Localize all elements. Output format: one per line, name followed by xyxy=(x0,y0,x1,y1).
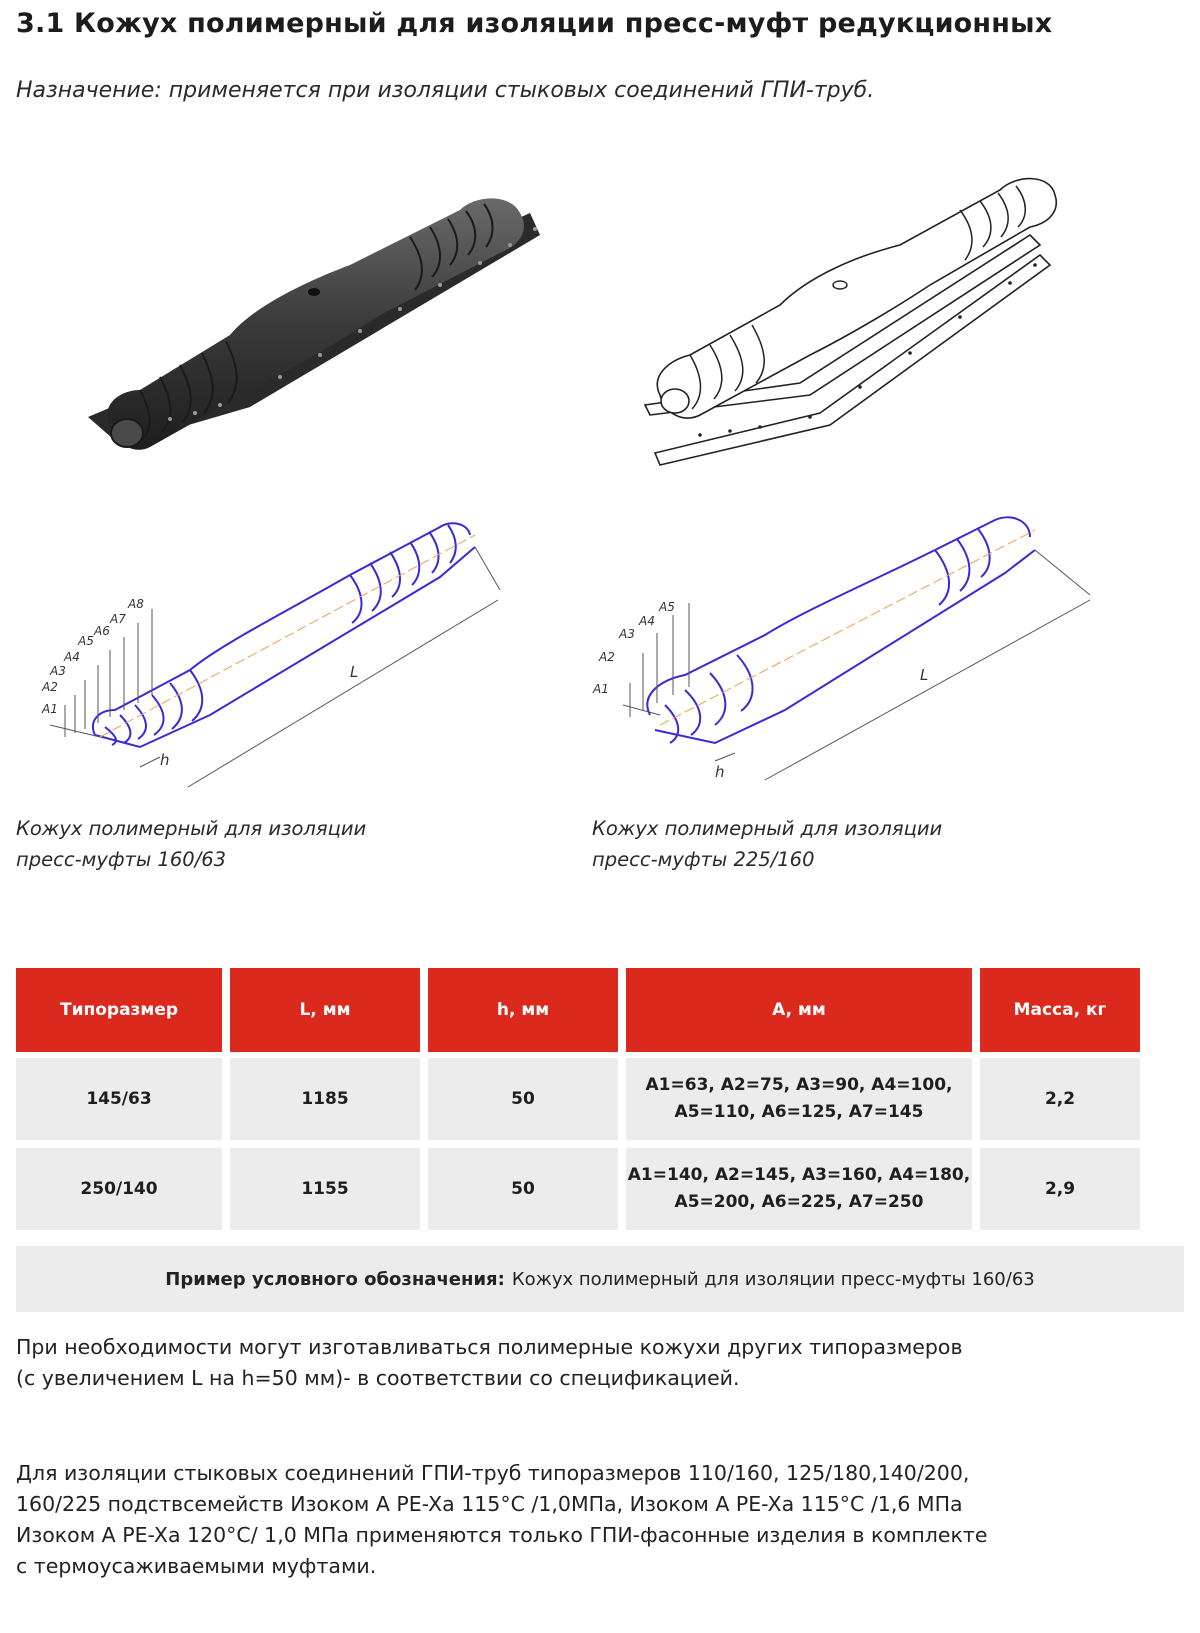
dim-label-A2: A2 xyxy=(599,650,615,664)
page-title: 3.1 Кожух полимерный для изоляции пресс-муфт редукционных xyxy=(16,8,1053,39)
cell-h: 50 xyxy=(428,1148,618,1230)
paragraph-line: Изоком А PE-Xa 120°C/ 1,0 МПа применяются только ГПИ-фасонные изделия в комплекте xyxy=(16,1523,988,1547)
dimension-drawing-225-160 xyxy=(585,505,1105,795)
cell-h: 50 xyxy=(428,1058,618,1140)
header-mass: Масса, кг xyxy=(980,968,1140,1052)
h-label: h xyxy=(160,751,170,769)
cell-a-line: A5=200, A6=225, A7=250 xyxy=(674,1192,924,1212)
cell-a xyxy=(626,1148,972,1230)
cell-a-line: A5=110, A6=125, A7=145 xyxy=(674,1102,924,1122)
designation-text: Кожух полимерный для изоляции пресс-муфты 160/63 xyxy=(511,1268,1035,1290)
header-a: A, мм xyxy=(626,968,972,1052)
header-h: h, мм xyxy=(428,968,618,1052)
dim-label-A5: A5 xyxy=(78,634,94,648)
designation-example-row xyxy=(16,1246,1184,1312)
length-label: L xyxy=(350,663,359,681)
caption-line: Кожух полимерный для изоляции xyxy=(592,817,943,840)
dim-label-A8: A8 xyxy=(128,597,144,611)
cell-a-line: A1=63, A2=75, A3=90, A4=100, xyxy=(645,1075,953,1095)
dim-label-A2: A2 xyxy=(42,680,58,694)
cell-a-line: A1=140, A2=145, A3=160, A4=180, xyxy=(627,1165,971,1185)
paragraph-gpi-pipes xyxy=(16,1458,987,1582)
cell-mass: 2,2 xyxy=(980,1058,1140,1140)
paragraph-line: При необходимости могут изготавливаться полимерные кожухи других типоразмеров xyxy=(16,1335,963,1359)
cell-mass: 2,9 xyxy=(980,1148,1140,1230)
figure-caption-160-63 xyxy=(16,813,366,875)
caption-line: пресс-муфты 160/63 xyxy=(16,848,227,871)
dim-label-A6: A6 xyxy=(94,624,110,638)
dim-label-A1: A1 xyxy=(593,682,609,696)
dim-label-A4: A4 xyxy=(64,650,80,664)
caption-line: пресс-муфты 225/160 xyxy=(592,848,815,871)
dim-label-A1: A1 xyxy=(42,702,58,716)
cell-length: 1185 xyxy=(230,1058,420,1140)
cell-a xyxy=(626,1058,972,1140)
paragraph-line: с термоусаживаемыми муфтами. xyxy=(16,1554,377,1578)
paragraph-line: 160/225 подствсемейств Изоком А PE-Xa 115°C /1,0МПа, Изоком А PE-Xa 115°C /1,6 МПа xyxy=(16,1492,963,1516)
designation-label: Пример условного обозначения: xyxy=(165,1268,505,1290)
h-label: h xyxy=(715,763,725,781)
length-label: L xyxy=(920,666,929,684)
dim-label-A4: A4 xyxy=(639,614,655,628)
dimension-drawing-160-63 xyxy=(20,505,520,795)
header-length: L, мм xyxy=(230,968,420,1052)
figure-caption-225-160 xyxy=(592,813,942,875)
header-size: Типоразмер xyxy=(16,968,222,1052)
dim-label-A3: A3 xyxy=(619,627,635,641)
page-subtitle: Назначение: применяется при изоляции стыковых соединений ГПИ-труб. xyxy=(16,78,875,103)
dim-label-A3: A3 xyxy=(50,664,66,678)
dim-label-A7: A7 xyxy=(110,612,126,626)
caption-line: Кожух полимерный для изоляции xyxy=(16,817,367,840)
paragraph-line: Для изоляции стыковых соединений ГПИ-труб типоразмеров 110/160, 125/180,140/200, xyxy=(16,1461,970,1485)
casing-dark-render xyxy=(80,185,560,475)
cell-length: 1155 xyxy=(230,1148,420,1230)
dim-label-A5: A5 xyxy=(659,600,675,614)
cell-size: 145/63 xyxy=(16,1058,222,1140)
cell-size: 250/140 xyxy=(16,1148,222,1230)
casing-lineart-render xyxy=(630,165,1060,475)
paragraph-custom-sizes xyxy=(16,1332,963,1394)
paragraph-line: (с увеличением L на h=50 мм)- в соответствии со спецификацией. xyxy=(16,1366,740,1390)
